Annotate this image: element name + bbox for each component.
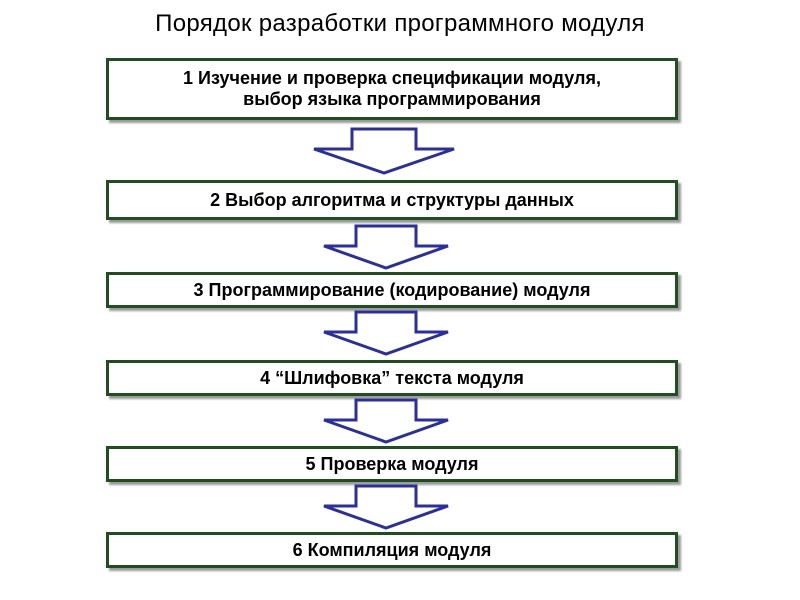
- step-6-box: [106, 532, 678, 568]
- step-4-label: 4 “Шлифовка” текста модуля: [260, 367, 524, 388]
- arrow-5-6-icon: [316, 484, 456, 530]
- step-4-box: [106, 360, 678, 396]
- step-2-box: [106, 180, 678, 220]
- step-5-box: [106, 446, 678, 482]
- step-3-box: [106, 272, 678, 308]
- arrow-1-2-icon: [304, 127, 464, 175]
- arrow-2-3-icon: [316, 224, 456, 270]
- step-2-label: 2 Выбор алгоритма и структуры данных: [210, 189, 574, 210]
- step-3-label: 3 Программирование (кодирование) модуля: [193, 279, 591, 300]
- step-1-label: 1 Изучение и проверка спецификации модуля, выбор языка программирования: [183, 68, 601, 109]
- step-5-label: 5 Проверка модуля: [305, 453, 479, 474]
- step-6-label: 6 Компиляция модуля: [292, 539, 492, 560]
- step-1-box: [106, 58, 678, 120]
- arrow-3-4-icon: [316, 310, 456, 356]
- arrow-4-5-icon: [316, 398, 456, 444]
- diagram-title: Порядок разработки программного модуля: [155, 10, 645, 37]
